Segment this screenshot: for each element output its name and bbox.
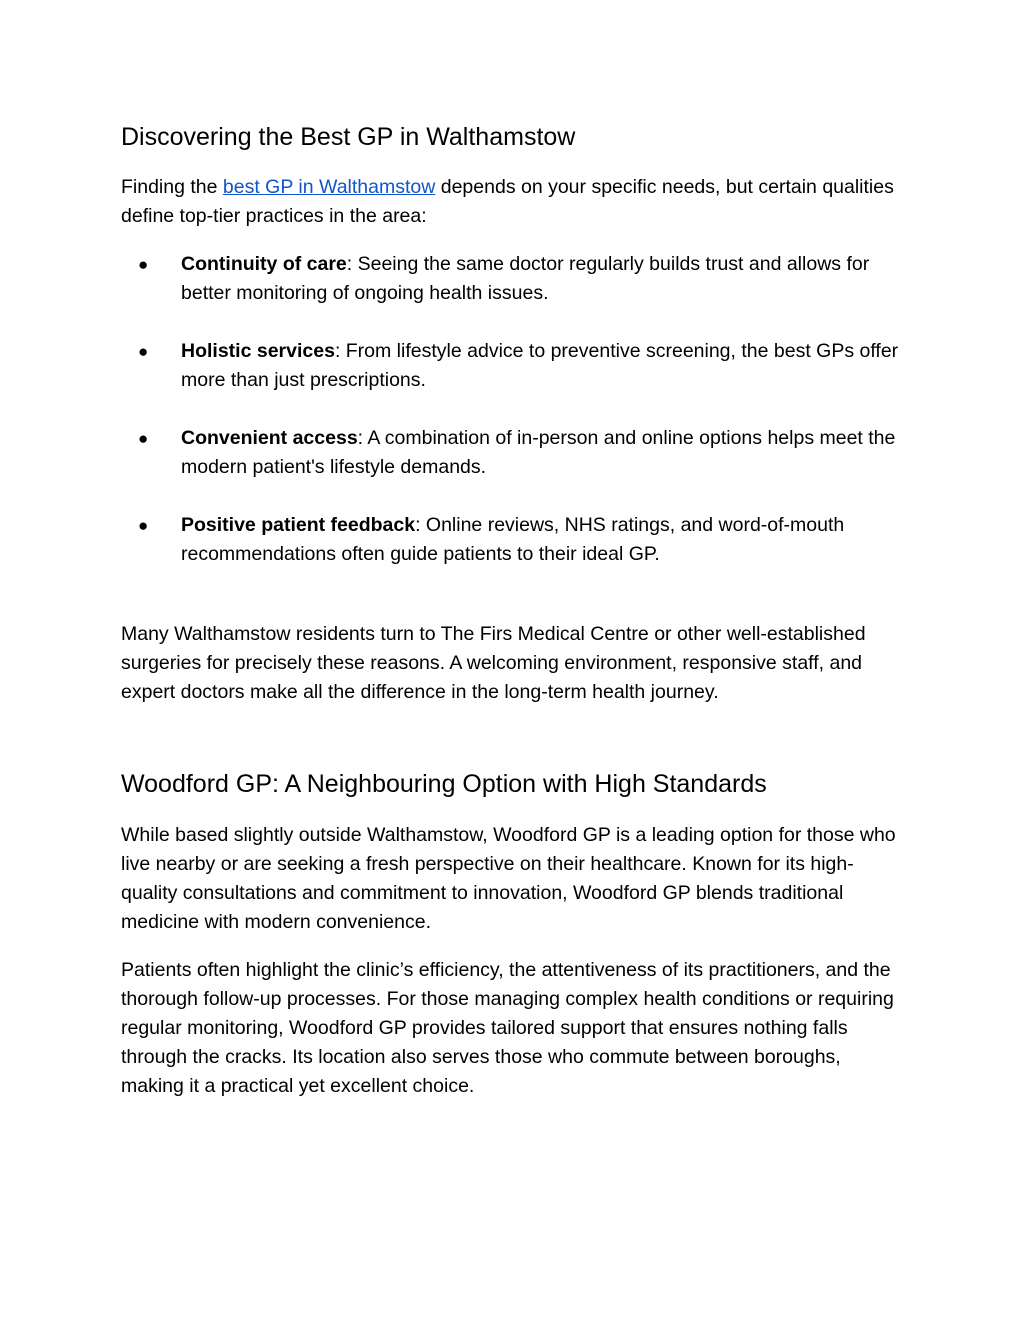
list-item [121,250,901,308]
qualities-list [121,250,901,598]
bullet-term: Holistic services [181,340,335,362]
woodford-paragraph-2: Patients often highlight the clinic’s efficiency, the attentiveness of its practitioners, and the thorough follow-up processes. For those managing complex health conditions or requiring regular monitoring, Woodford GP provides tailored support that ensures nothing falls through the cracks. Its location also serves those who commute between boroughs, making it a practical yet excellent choice. [121,959,894,1097]
best-gp-walthamstow-link[interactable]: best GP in Walthamstow [222,176,436,198]
intro-paragraph [121,173,901,231]
bullet-icon: ● [138,255,149,274]
bullet-text: : Seeing the same doctor regularly builds trust and allows for better monitoring of ongoing health issues. [181,253,870,304]
bullet-text: : Online reviews, NHS ratings, and word-of-mouth recommendations often guide patients to their ideal GP. [181,514,845,565]
intro-prefix: Finding the [121,176,223,198]
bullet-text: : A combination of in-person and online options helps meet the modern patient's lifestyle demands. [181,427,896,478]
residents-paragraph: Many Walthamstow residents turn to The Firs Medical Centre or other well-established surgeries for precisely these reasons. A welcoming environment, responsive staff, and expert doctors make all the difference in the long-term health journey. [121,623,866,703]
bullet-term: Positive patient feedback [181,514,416,536]
intro-suffix: depends on your specific needs, but certain qualities define top-tier practices in the area: [121,176,894,227]
list-item [121,511,901,569]
bullet-term: Continuity of care [181,253,347,275]
bullet-text: : From lifestyle advice to preventive screening, the best GPs offer more than just prescriptions. [181,340,899,391]
section-heading-best-gp: Discovering the Best GP in Walthamstow [121,123,576,151]
section-heading-woodford-gp: Woodford GP: A Neighbouring Option with High Standards [121,770,767,798]
bullet-term: Convenient access [181,427,358,449]
bullet-icon: ● [138,342,149,361]
bullet-icon: ● [138,429,149,448]
woodford-paragraph-1: While based slightly outside Walthamstow, Woodford GP is a leading option for those who live nearby or are seeking a fresh perspective on their healthcare. Known for its high-quality consultations and commitment to innovation, Woodford GP blends traditional medicine with modern convenience. [121,824,896,933]
bullet-icon: ● [138,516,149,535]
list-item [121,424,901,482]
list-item [121,337,901,395]
